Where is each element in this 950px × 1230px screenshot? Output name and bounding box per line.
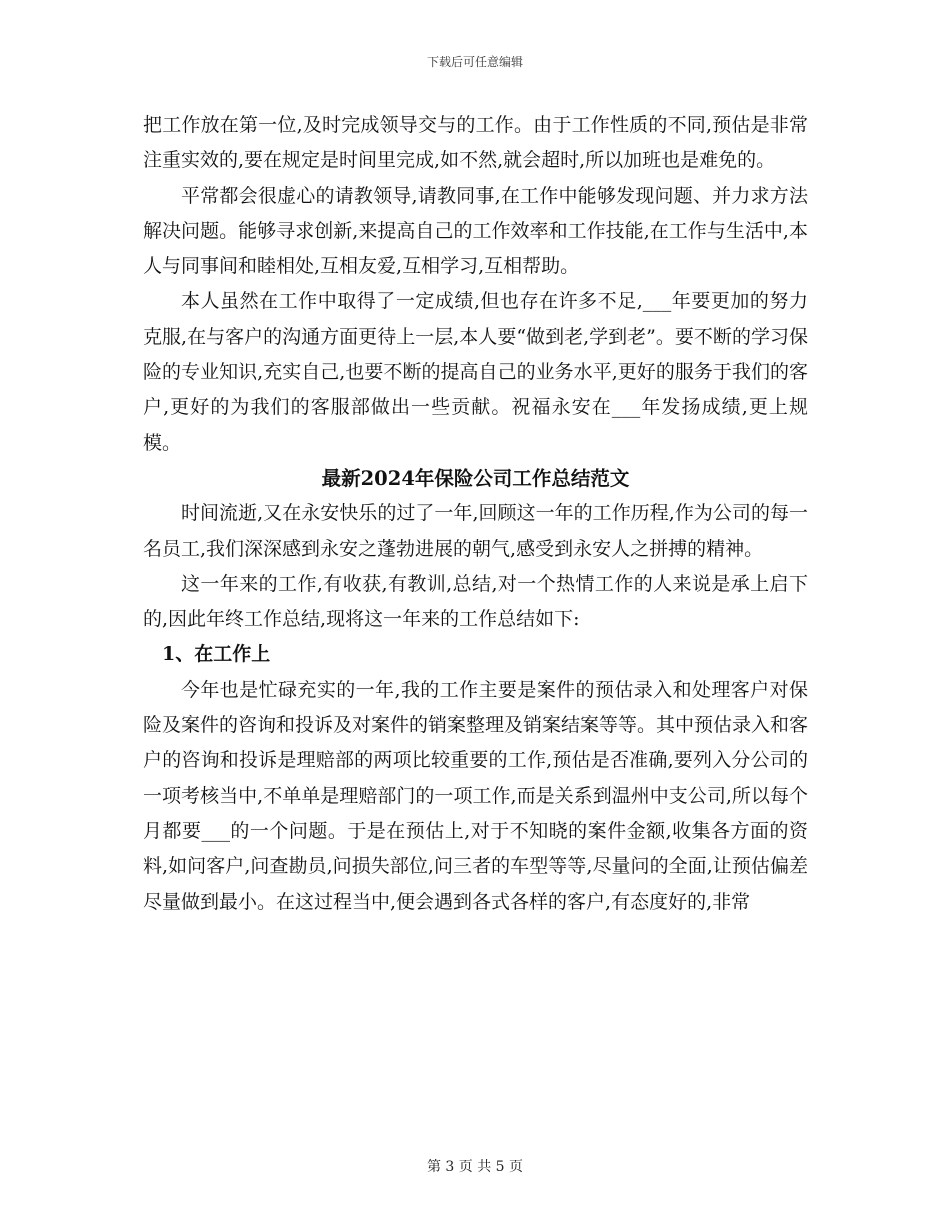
- section-title: 最新2024年保险公司工作总结范文: [321, 466, 630, 490]
- paragraph: 平常都会很虚心的请教领导,请教同事,在工作中能够发现问题、并力求方法解决问题。能够寻求创新,来提高自己的工作效率和工作技能,在工作与生活中,本人与同事间和睦相处,互相友爱,互相学习,互相帮助。: [143, 184, 808, 278]
- subheading: 1、在工作上: [162, 643, 271, 666]
- paragraph-continued: 把工作放在第一位,及时完成领导交与的工作。由于工作性质的不同,预估是非常注重实效的,要在规定是时间里完成,如不然,就会超时,所以加班也是难免的。: [143, 114, 808, 172]
- paragraph: 时间流逝,又在永安快乐的过了一年,回顾这一年的工作历程,作为公司的每一名员工,我们深深感到永安之蓬勃进展的朝气,感受到永安人之拼搏的精神。: [143, 502, 808, 560]
- document-body: [143, 108, 808, 920]
- page-header: 下载后可任意编辑: [426, 55, 523, 69]
- page-footer: 第 3 页 共 5 页: [426, 1159, 524, 1175]
- paragraph: 本人虽然在工作中取得了一定成绩,但也存在许多不足,___年要更加的努力克服,在与客户的沟通方面更待上一层,本人要“做到老,学到老”。要不断的学习保险的专业知识,充实自己,也要不断的提高自己的业务水平,更好的服务于我们的客户,更好的为我们的客服部做出一些贡献。祝福永安在___年发扬成绩,更上规模。: [143, 290, 808, 454]
- paragraph: 这一年来的工作,有收获,有教训,总结,对一个热情工作的人来说是承上启下的,因此年终工作总结,现将这一年来的工作总结如下:: [143, 572, 808, 631]
- paragraph: 今年也是忙碌充实的一年,我的工作主要是案件的预估录入和处理客户对保险及案件的咨询和投诉及对案件的销案整理及销案结案等等。其中预估录入和客户的咨询和投诉是理赔部的两项比较重要的工作,预估是否准确,要列入分公司的一项考核当中,不单单是理赔部门的一项工作,而是关系到温州中支公司,所以每个月都要___的一个问题。于是在预估上,对于不知晓的案件金额,收集各方面的资料,如问客户,问查勘员,问损失部位,问三者的车型等等,尽量问的全面,让预估偏差尽量做到最小。在这过程当中,便会遇到各式各样的客户,有态度好的,非常: [143, 678, 809, 913]
